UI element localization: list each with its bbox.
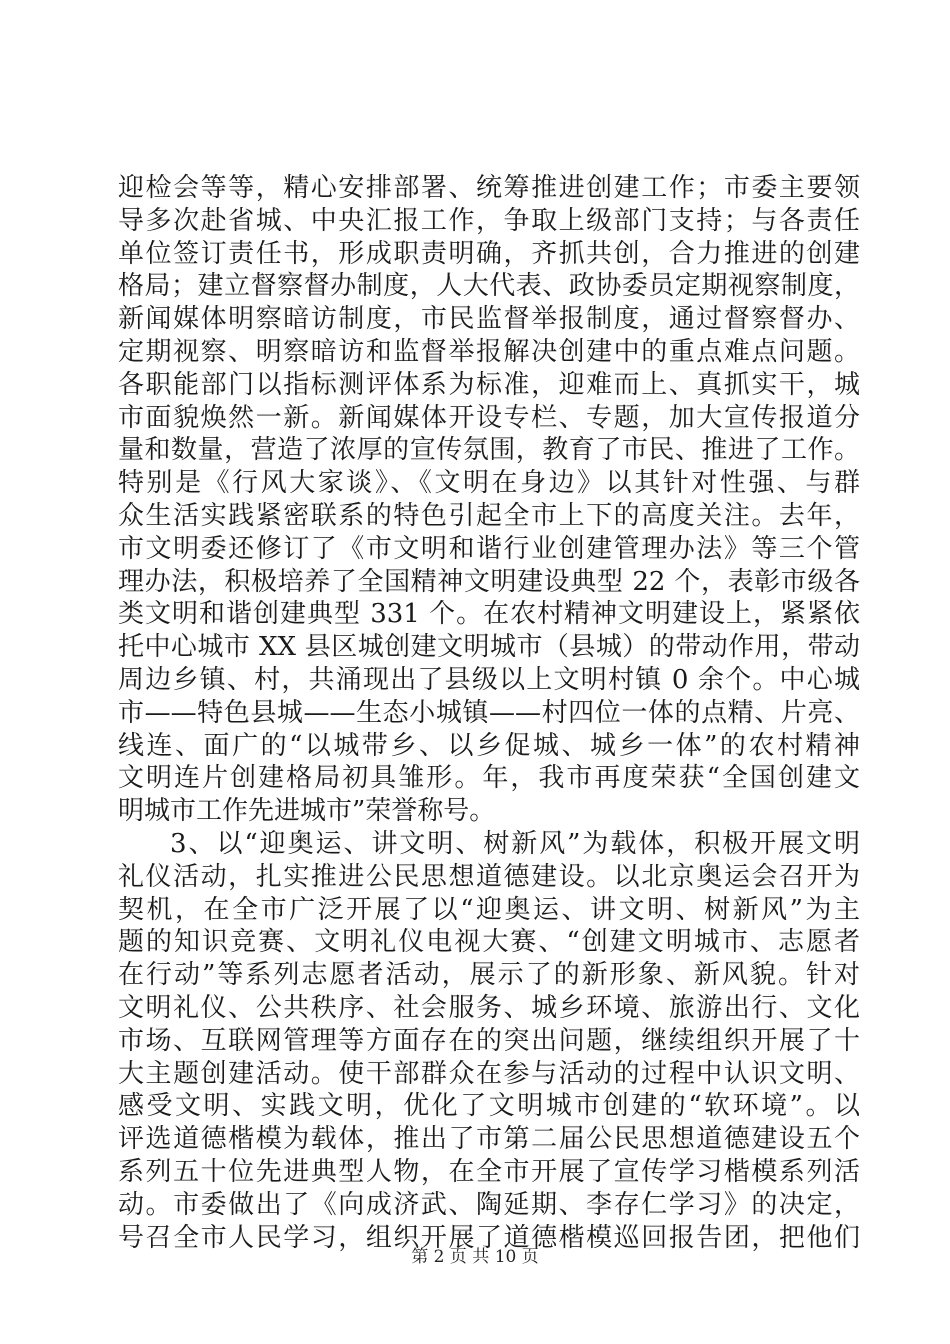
text-line: 动。市委做出了《向成济武、陶延期、李存仁学习》的决定， xyxy=(118,1189,860,1220)
text-line: 量和数量，营造了浓厚的宣传氛围，教育了市民、推进了工作。 xyxy=(118,435,860,466)
text-line: 市——特色县城——生态小城镇——村四位一体的点精、片亮、 xyxy=(118,697,860,728)
text-line: 类文明和谐创建典型 331 个。在农村精神文明建设上，紧紧依 xyxy=(118,599,860,630)
text-line: 特别是《行风大家谈》、《文明在身边》以其针对性强、与群 xyxy=(118,468,860,499)
text-line: 文明礼仪、公共秩序、社会服务、城乡环境、旅游出行、文化 xyxy=(118,992,860,1023)
text-line: 评选道德楷模为载体，推出了市第二届公民思想道德建设五个 xyxy=(118,1124,860,1155)
page-number-footer: 第 2 页 共 10 页 xyxy=(411,1247,539,1267)
text-line: 托中心城市 XX 县区城创建文明城市（县城）的带动作用，带动 xyxy=(118,632,860,663)
text-line: 市面貌焕然一新。新闻媒体开设专栏、专题，加大宣传报道分 xyxy=(118,402,860,433)
text-line: 理办法，积极培养了全国精神文明建设典型 22 个，表彰市级各 xyxy=(118,566,860,597)
text-line: 文明连片创建格局初具雏形。年，我市再度荣获“全国创建文 xyxy=(118,763,860,794)
text-line: 定期视察、明察暗访和监督举报解决创建中的重点难点问题。 xyxy=(118,336,860,367)
text-line: 各职能部门以指标测评体系为标准，迎难而上、真抓实干，城 xyxy=(118,369,860,400)
text-line: 感受文明、实践文明，优化了文明城市创建的“软环境”。以 xyxy=(118,1091,860,1122)
text-line: 礼仪活动，扎实推进公民思想道德建设。以北京奥运会召开为 xyxy=(118,861,860,892)
text-line: 号召全市人民学习，组织开展了道德楷模巡回报告团，把他们 xyxy=(118,1222,860,1253)
paragraph-first-line: 3、以“迎奥运、讲文明、树新风”为载体，积极开展文明 xyxy=(170,828,860,859)
text-line: 周边乡镇、村，共涌现出了县级以上文明村镇 0 余个。中心城 xyxy=(118,664,860,695)
text-line: 众生活实践紧密联系的特色引起全市上下的高度关注。去年， xyxy=(118,500,860,531)
text-line: 大主题创建活动。使干部群众在参与活动的过程中认识文明、 xyxy=(118,1058,860,1089)
paragraph-last-line: 明城市工作先进城市”荣誉称号。 xyxy=(118,796,496,827)
body-text xyxy=(118,172,860,1254)
text-line: 市场、互联网管理等方面存在的突出问题，继续组织开展了十 xyxy=(118,1025,860,1056)
text-line: 契机，在全市广泛开展了以“迎奥运、讲文明、树新风”为主 xyxy=(118,894,860,925)
text-line: 格局；建立督察督办制度，人大代表、政协委员定期视察制度， xyxy=(118,271,860,302)
text-line: 迎检会等等，精心安排部署、统筹推进创建工作；市委主要领 xyxy=(118,173,860,203)
text-line: 导多次赴省城、中央汇报工作，争取上级部门支持；与各责任 xyxy=(118,205,860,236)
text-line: 市文明委还修订了《市文明和谐行业创建管理办法》等三个管 xyxy=(118,533,860,564)
text-line: 在行动”等系列志愿者活动，展示了的新形象、新风貌。针对 xyxy=(118,960,860,991)
text-line: 线连、面广的“以城带乡、以乡促城、城乡一体”的农村精神 xyxy=(118,730,860,761)
text-line: 新闻媒体明察暗访制度，市民监督举报制度，通过督察督办、 xyxy=(118,304,860,335)
text-line: 单位签订责任书，形成职责明确，齐抓共创，合力推进的创建 xyxy=(118,238,860,269)
text-line: 题的知识竞赛、文明礼仪电视大赛、“创建文明城市、志愿者 xyxy=(118,927,860,958)
text-line: 系列五十位先进典型人物，在全市开展了宣传学习楷模系列活 xyxy=(118,1156,860,1187)
